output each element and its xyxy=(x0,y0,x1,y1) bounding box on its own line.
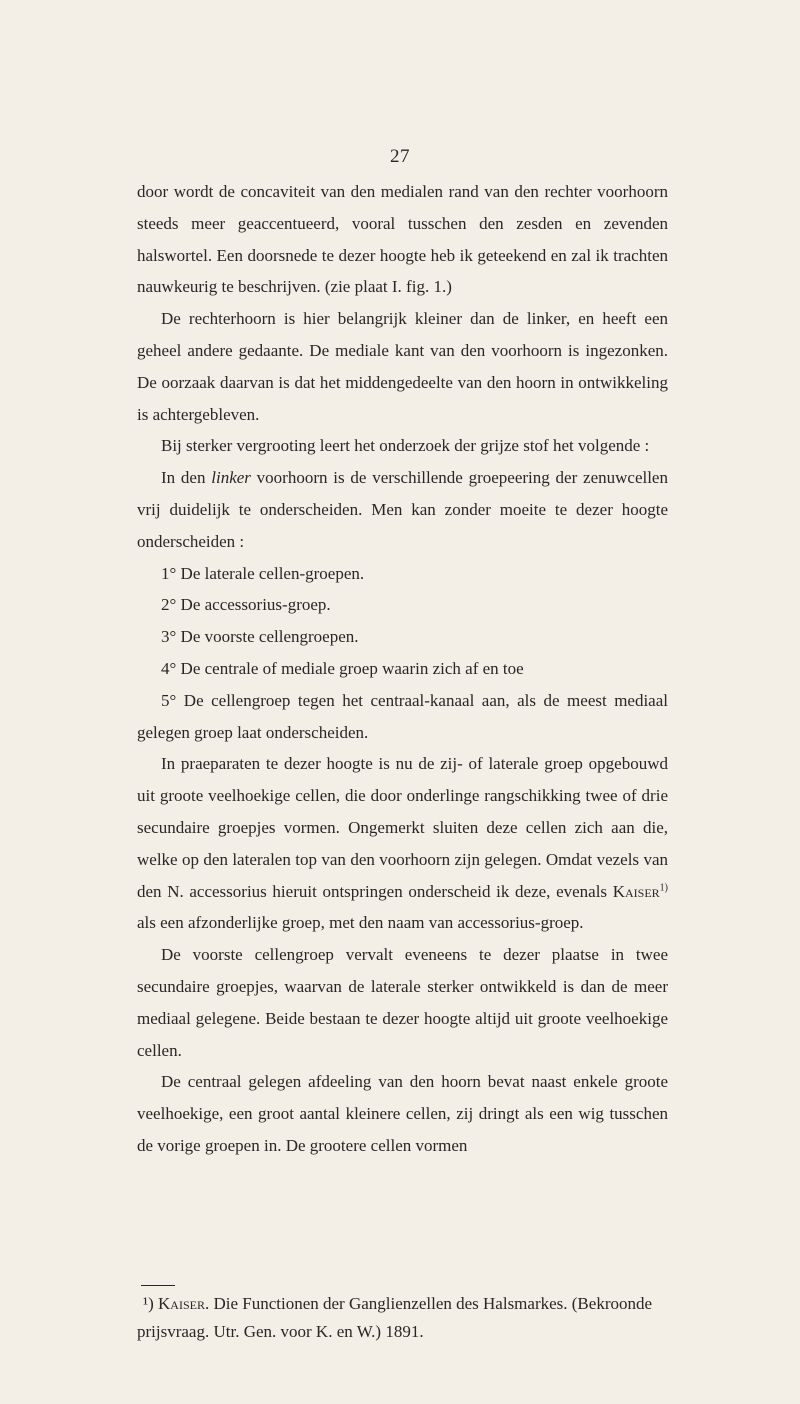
footnote-rule xyxy=(141,1285,175,1286)
list-item: 4° De centrale of mediale groep waarin zich af en toe xyxy=(161,658,524,678)
footnote-reference: 1) xyxy=(659,881,668,893)
paragraph: De rechterhoorn is hier belangrijk kleiner dan de linker, en heeft een geheel andere gedaante. De mediale kant van den voorhoorn is ingezonken. De oorzaak daarvan is dat het middengedeelte van den hoorn in ontwikkeling is achtergebleven. xyxy=(137,309,668,424)
paragraph: De voorste cellengroep vervalt eveneens te dezer plaatse in twee secundaire groepjes, waarvan de laterale sterker ontwikkeld is dan de meer mediaal gelegene. Beide bestaan te dezer hoogte altijd uit groote veelhoekige cellen. xyxy=(137,945,668,1060)
paragraph: De centraal gelegen afdeeling van den hoorn bevat naast enkele groote veelhoekige, een groot aantal kleinere cellen, zij dringt als een wig tusschen de vorige groepen in. De grootere cellen vormen xyxy=(137,1072,668,1155)
list-item: 2° De accessorius-groep. xyxy=(161,595,331,615)
footnote-text: . Die Functionen der Ganglienzellen des Halsmarkes. (Bekroonde prijsvraag. Utr. Gen. voor K. en W.) 1891. xyxy=(137,1294,653,1341)
footnote-author: Kaiser xyxy=(158,1294,205,1313)
text-run: voorhoorn is de verschillende groepeering der zenuwcellen vrij duidelijk te onderscheiden. Men kan zonder moeite te dezer hoogte onderscheiden : xyxy=(137,468,668,551)
emphasis: linker xyxy=(211,468,251,488)
list-item: 1° De laterale cellen-groepen. xyxy=(161,563,365,583)
paragraph xyxy=(137,748,668,939)
list-item: 3° De voorste cellengroepen. xyxy=(161,627,359,647)
body-text xyxy=(137,176,668,1162)
text-run: als een afzonderlijke groep, met den naam van accessorius-groep. xyxy=(137,913,584,933)
page-number: 27 xyxy=(390,146,410,167)
list-item: 5° De cellengroep tegen het centraal-kanaal aan, als de meest mediaal gelegen groep laat onderscheiden. xyxy=(137,690,668,742)
paragraph: Bij sterker vergrooting leert het onderzoek der grijze stof het volgende : xyxy=(161,436,650,456)
footnote xyxy=(137,1290,668,1346)
footnotes xyxy=(137,1285,668,1346)
text-run: In praeparaten te dezer hoogte is nu de zij- of laterale groep opgebouwd uit groote veelhoekige cellen, die door onderlinge rangschikking twee of drie secundaire groepjes vormen. Ongemerkt sluiten deze cellen zich aan die, welke op den lateralen top van den voorhoorn zijn gelegen. Omdat vezels van den N. accessorius hieruit ontspringen onderscheid ik deze, evenals xyxy=(137,754,668,901)
footnote-marker: ¹) xyxy=(143,1294,154,1313)
paragraph xyxy=(137,462,668,557)
paragraph: door wordt de concaviteit van den medialen rand van den rechter voorhoorn steeds meer geaccentueerd, vooral tusschen den zesden en zevenden halswortel. Een doorsnede te dezer hoogte heb ik geteekend en zal ik trachten nauwkeurig te beschrijven. (zie plaat I. fig. 1.) xyxy=(137,182,668,297)
text-run: In den xyxy=(161,468,212,488)
author-name: Kaiser xyxy=(612,881,660,901)
